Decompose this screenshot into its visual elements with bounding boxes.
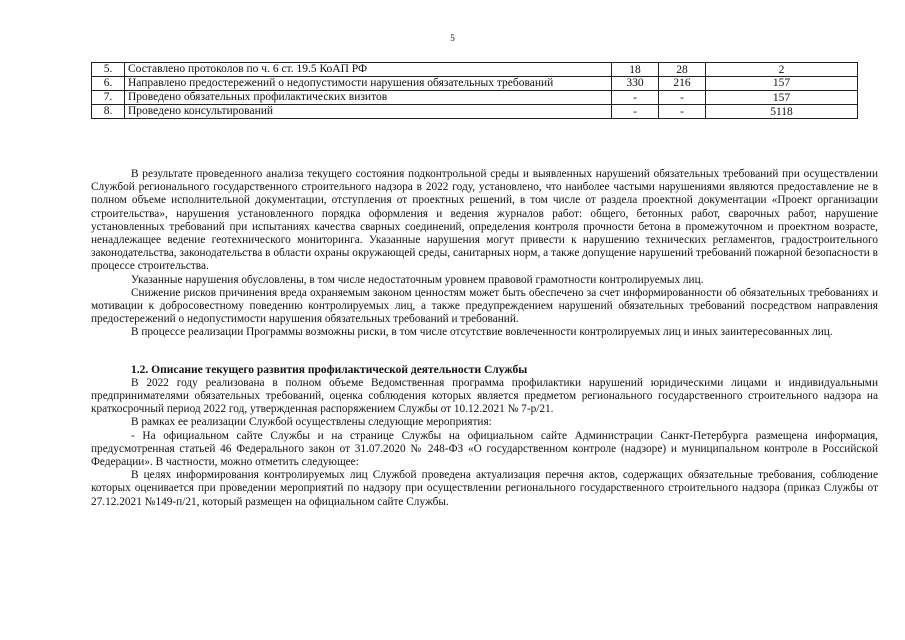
table-row [92,63,858,77]
row-value-2020: 18 [612,63,659,77]
row-number: 6. [92,77,125,91]
row-value-2022: 2 [706,63,858,77]
row-value-2020: 330 [612,77,659,91]
paragraph: В 2022 году реализована в полном объеме Ведомственная программа профилактики нарушений юридическими лицами и индивидуальными предпринимателями обязательных требований, оценка соблюдения которых является предметом регионального государственного строительного надзора на краткосрочный период 2022 год, утвержденная распоряжением Службы от 10.12.2021 № 7-р/21. [91,376,878,416]
table-row [92,91,858,105]
paragraph: Снижение рисков причинения вреда охраняемым законом ценностям может быть обеспечено за счет информированности об обязательных требованиях и мотивации к добросовестному поведению контролируемых лиц, а также предупреждением нарушений обязательных требований посредством направления предостережений о недопустимости нарушения обязательных требований и требований. [91,286,878,326]
row-value-2020: - [612,105,659,119]
paragraph: В целях информирования контролируемых лиц Службой проведена актуализация перечня актов, содержащих обязательные требования, соблюдение которых оценивается при проведении мероприятий по надзору при осуществлении регионального государственного строительного надзора (приказ Службы от 27.12.2021 №149-п/21, который размещен на официальном сайте Службы. [91,469,878,508]
row-value-2021: - [659,91,706,105]
row-description: Составлено протоколов по ч. 6 ст. 19.5 КоАП РФ [125,63,612,77]
paragraph: В результате проведенного анализа текущего состояния подконтрольной среды и выявленных нарушений обязательных требований при осуществлении Службой регионального государственного строительного надзора в 2022 году, установлено, что наиболее частыми нарушениями являются предоставление не в полном объеме исполнительной документации, отступления от проектных решений, в том числе от раздела проектной документации «Проект организации строительства», нарушения установленного порядка оформления и ведения журналов работ: общего, бетонных работ, сварочных работ, нарушение установленных требований при испытаниях качества сварных соединений, определения контроля прочности бетона в промежуточном и проектном возрасте, ненадлежащее ведение геотехнического мониторинга. Указанные нарушения могут привести к нарушению технических регламентов, градостроительного законодательства, законодательства в области охраны окружающей среды, санитарных норм, а также допущение нарушений требований пожарной безопасности в процессе строительства. [91,168,878,273]
row-value-2021: 28 [659,63,706,77]
row-number: 5. [92,63,125,77]
document-body [91,168,878,509]
row-value-2020: - [612,91,659,105]
row-value-2022: 157 [706,77,858,91]
row-value-2021: 216 [659,77,706,91]
paragraph: Указанные нарушения обусловлены, в том числе недостаточным уровнем правовой грамотности контролируемых лиц. [131,273,704,286]
table-row [92,105,858,119]
row-value-2022: 5118 [706,105,858,119]
paragraph: В процессе реализации Программы возможны риски, в том числе отсутствие вовлеченности контролируемых лиц и иных заинтересованных лиц. [131,326,833,339]
page-number: 5 [450,33,455,43]
row-value-2022: 157 [706,91,858,105]
paragraph: В рамках ее реализации Службой осуществлены следующие мероприятия: [131,416,492,429]
row-description: Направлено предостережений о недопустимости нарушения обязательных требований [125,77,612,91]
section-heading: 1.2. Описание текущего развития профилактической деятельности Службы [131,363,528,376]
table-row [92,77,858,91]
row-value-2021: - [659,105,706,119]
paragraph: - На официальном сайте Службы и на странице Службы на официальном сайте Администрации Санкт-Петербурга размещена информация, предусмотренная статьей 46 Федерального закон от 31.07.2020 № 248-ФЗ «О государственном контроле (надзоре) и муниципальном контроле в Российской Федерации». В частности, можно отметить следующее: [91,429,878,469]
row-description: Проведено обязательных профилактических визитов [125,91,612,105]
row-number: 8. [92,105,125,119]
statistics-table [91,62,858,119]
row-number: 7. [92,91,125,105]
row-description: Проведено консультирований [125,105,612,119]
